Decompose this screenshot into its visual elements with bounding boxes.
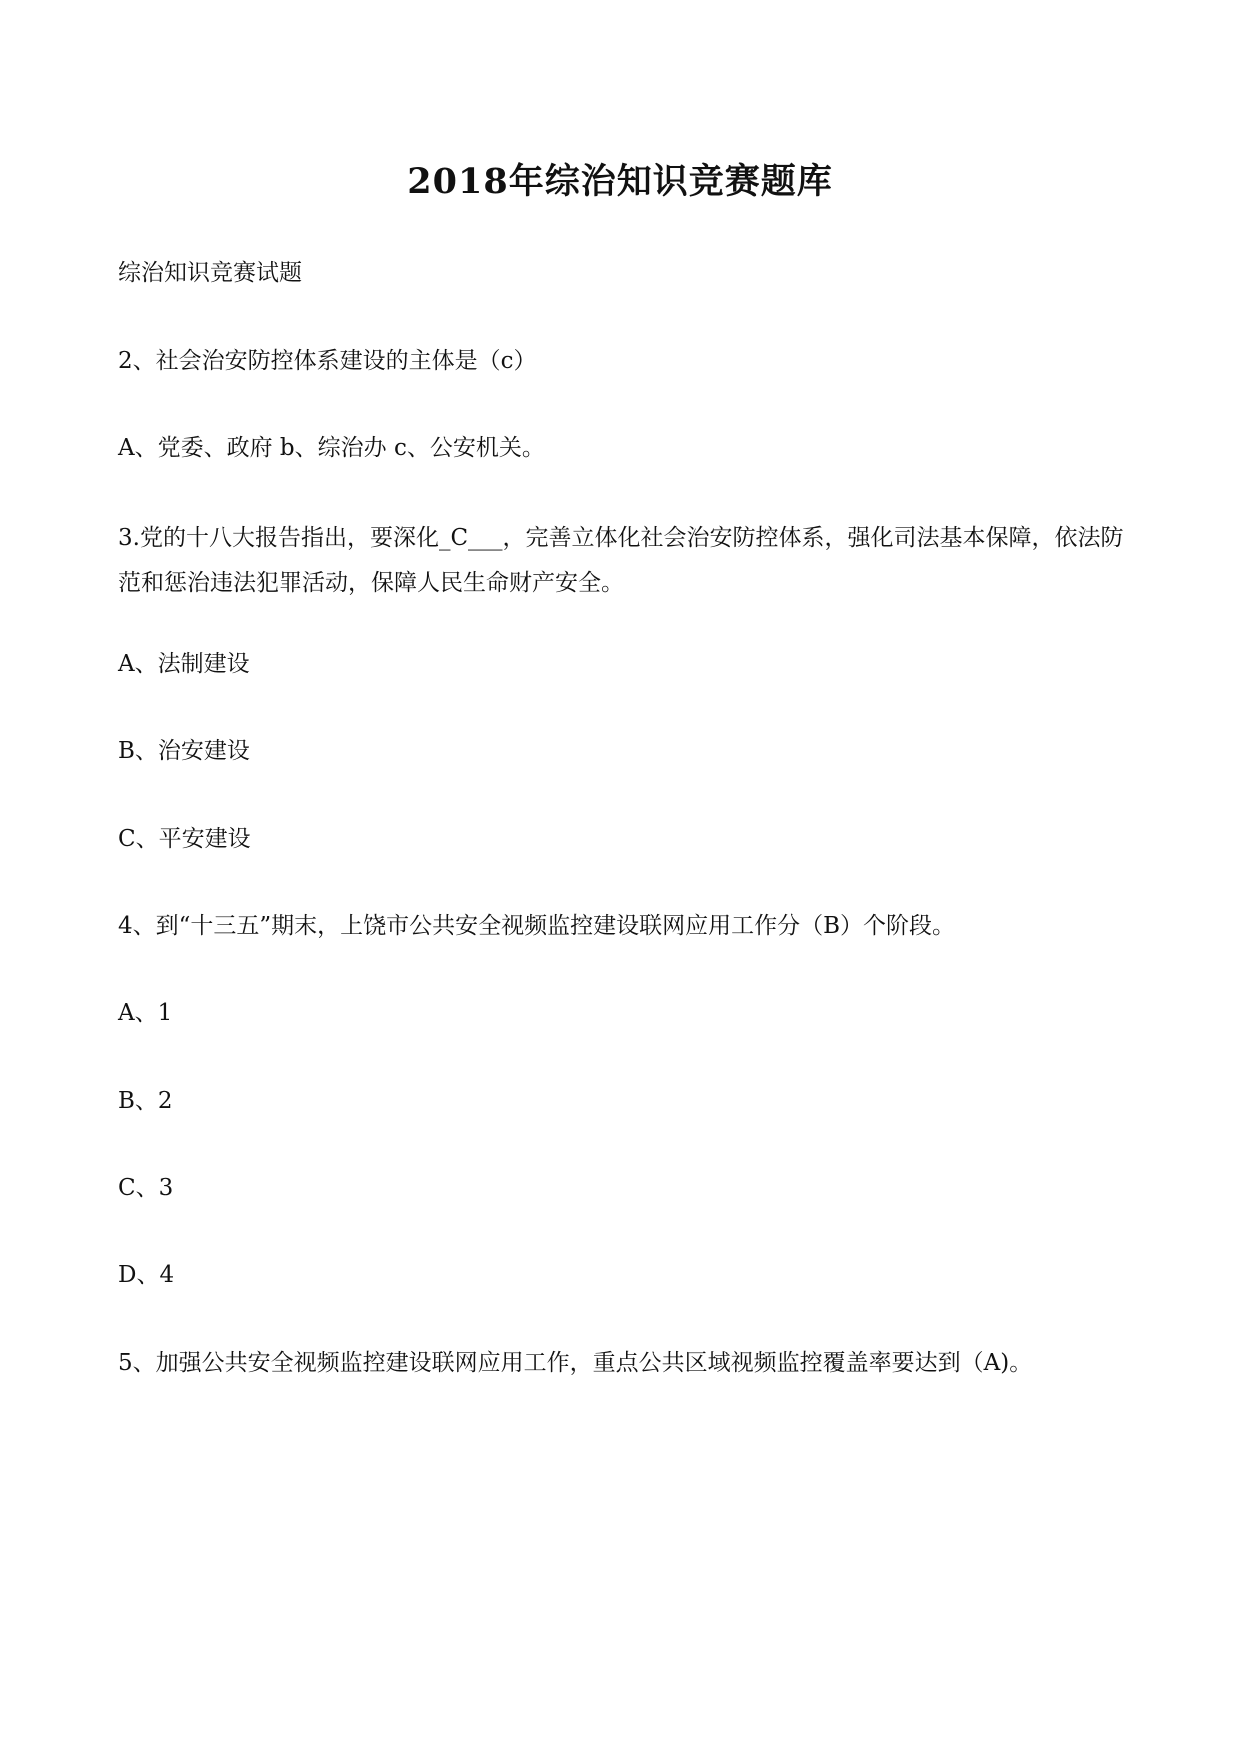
question-4-option-b: B、2: [118, 1088, 173, 1114]
document-subtitle: 综治知识竞赛试题: [118, 260, 302, 286]
question-3: 3.党的十八大报告指出，要深化_C___，完善立体化社会治安防控体系，强化司法基本保障，依法防范和惩治违法犯罪活动，保障人民生命财产安全。: [118, 525, 1124, 596]
question-5: 5、加强公共安全视频监控建设联网应用工作，重点公共区域视频监控覆盖率要达到（A)。: [118, 1350, 1033, 1376]
question-4-option-c: C、3: [118, 1175, 174, 1201]
document-title: 2018年综治知识竞赛题库: [407, 161, 833, 202]
question-2-options: A、党委、政府 b、综治办 c、公安机关。: [118, 435, 545, 461]
question-4: 4、到“十三五”期末，上饶市公共安全视频监控建设联网应用工作分（B）个阶段。: [118, 913, 956, 939]
question-2: 2、社会治安防控体系建设的主体是（c）: [118, 348, 537, 374]
question-4-option-d: D、4: [118, 1262, 175, 1288]
question-3-option-b: B、治安建设: [118, 738, 250, 764]
question-3-option-a: A、法制建设: [118, 651, 250, 677]
question-4-option-a: A、1: [118, 1000, 173, 1026]
question-3-option-c: C、平安建设: [118, 826, 251, 852]
